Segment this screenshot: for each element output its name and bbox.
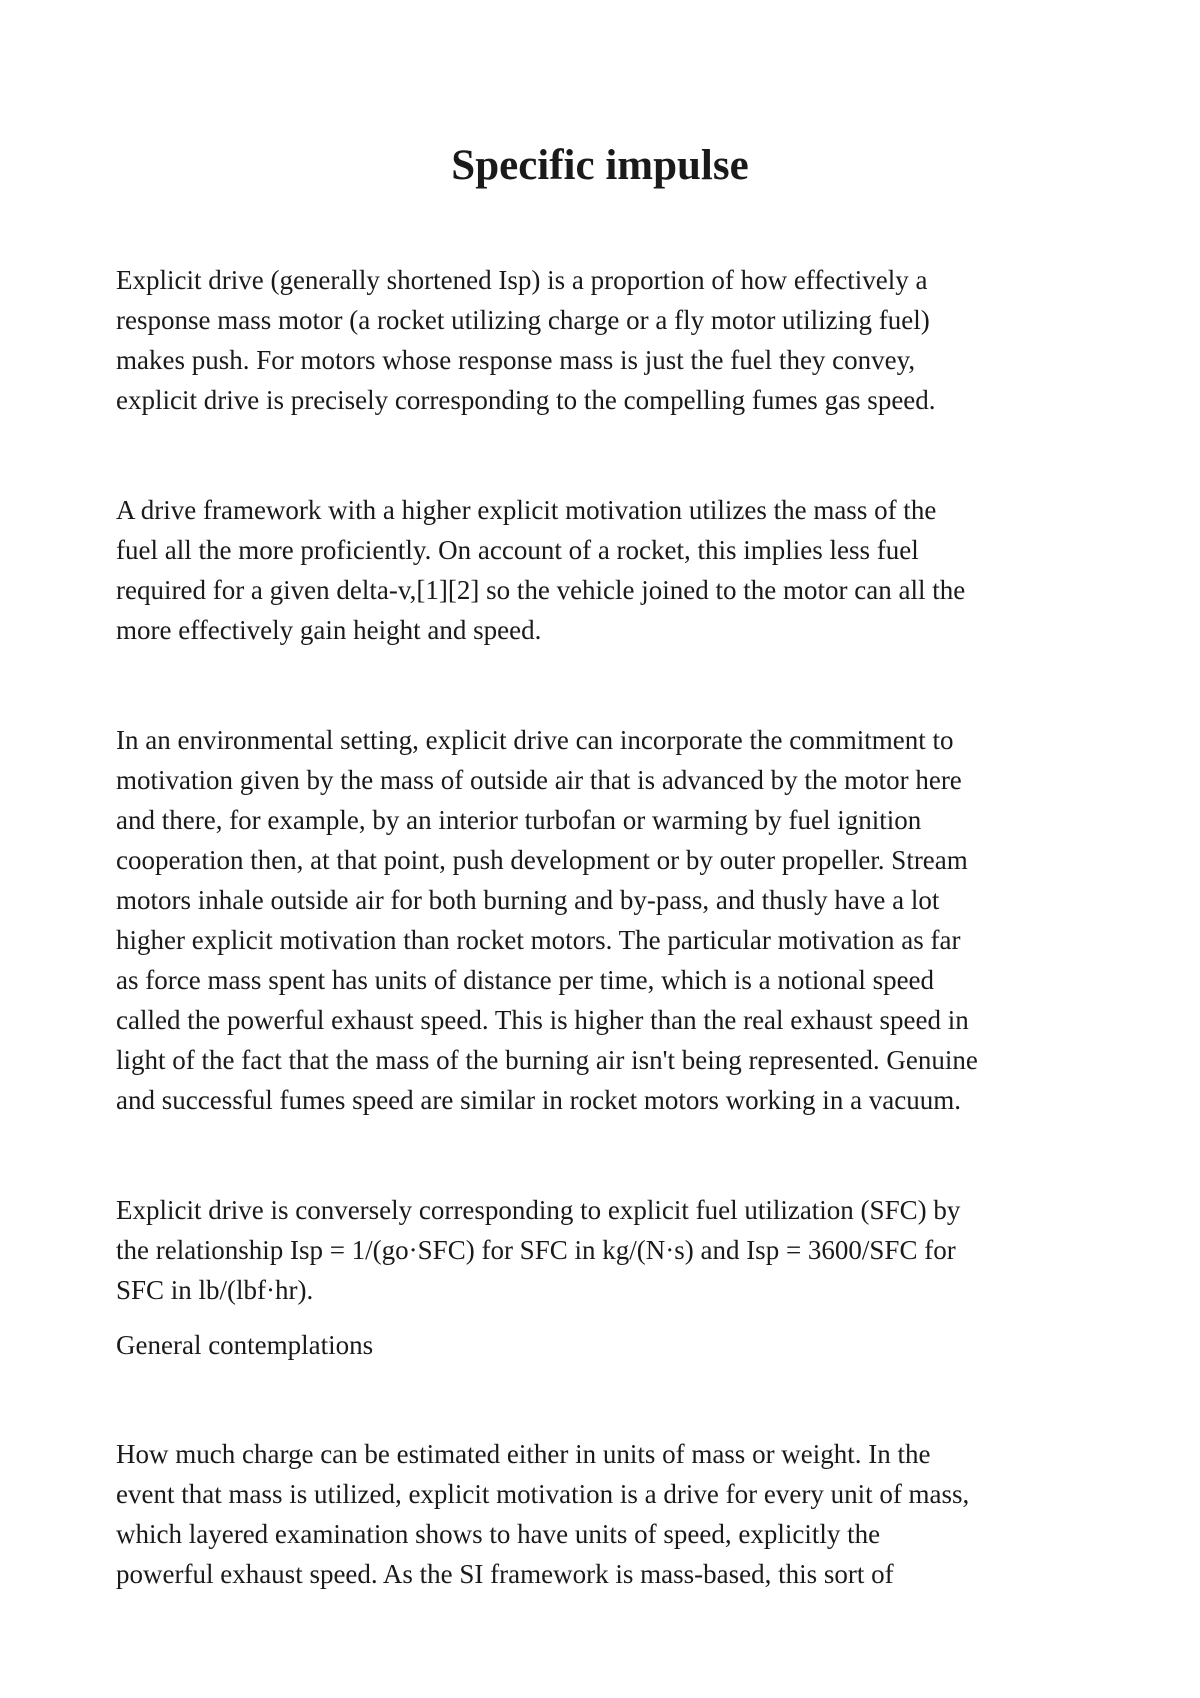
text-line: How much charge can be estimated either in units of mass or weight. In the — [116, 1439, 931, 1469]
text-line: motivation given by the mass of outside air that is advanced by the motor here — [116, 765, 962, 795]
text-line: SFC in lb/(lbf·hr). — [116, 1275, 314, 1305]
text-line: more effectively gain height and speed. — [116, 615, 542, 645]
text-line: required for a given delta-v,[1][2] so the vehicle joined to the motor can all the — [116, 575, 966, 605]
text-line: powerful exhaust speed. As the SI framework is mass-based, this sort of — [116, 1559, 894, 1589]
text-line: A drive framework with a higher explicit motivation utilizes the mass of the — [116, 495, 937, 525]
section-heading-general — [116, 1325, 1106, 1365]
paragraph-propulsion-efficiency — [116, 490, 1106, 650]
text-line: called the powerful exhaust speed. This is higher than the real exhaust speed in — [116, 1005, 969, 1035]
text-line: Explicit drive is conversely corresponding to explicit fuel utilization (SFC) by — [116, 1195, 961, 1225]
text-line: Explicit drive (generally shortened Isp) is a proportion of how effectively a — [116, 265, 928, 295]
text-line: which layered examination shows to have units of speed, explicitly the — [116, 1519, 881, 1549]
text-line: makes push. For motors whose response mass is just the fuel they convey, — [116, 345, 916, 375]
text-line: light of the fact that the mass of the burning air isn't being represented. Genuine — [116, 1045, 978, 1075]
text-line: higher explicit motivation than rocket motors. The particular motivation as far — [116, 925, 961, 955]
text-line: and there, for example, by an interior turbofan or warming by fuel ignition — [116, 805, 922, 835]
text-line: response mass motor (a rocket utilizing charge or a fly motor utilizing fuel) — [116, 305, 930, 335]
text-line: fuel all the more proficiently. On account of a rocket, this implies less fuel — [116, 535, 919, 565]
paragraph-intro — [116, 260, 1106, 420]
text-line: as force mass spent has units of distance per time, which is a notional speed — [116, 965, 935, 995]
text-line: event that mass is utilized, explicit motivation is a drive for every unit of mass, — [116, 1479, 970, 1509]
paragraph-atmospheric-context — [116, 720, 1106, 1120]
text-line: the relationship Isp = 1/(go·SFC) for SFC in kg/(N·s) and Isp = 3600/SFC for — [116, 1235, 956, 1265]
text-line: In an environmental setting, explicit drive can incorporate the commitment to — [116, 725, 954, 755]
paragraph-sfc-relationship — [116, 1190, 1106, 1310]
page-title: Specific impulse — [451, 142, 749, 189]
text-line: explicit drive is precisely corresponding to the compelling fumes gas speed. — [116, 385, 936, 415]
text-line: and successful fumes speed are similar in rocket motors working in a vacuum. — [116, 1085, 962, 1115]
paragraph-units — [116, 1434, 1106, 1594]
text-line: General contemplations — [116, 1330, 374, 1360]
text-line: cooperation then, at that point, push development or by outer propeller. Stream — [116, 845, 968, 875]
text-line: motors inhale outside air for both burning and by-pass, and thusly have a lot — [116, 885, 940, 915]
